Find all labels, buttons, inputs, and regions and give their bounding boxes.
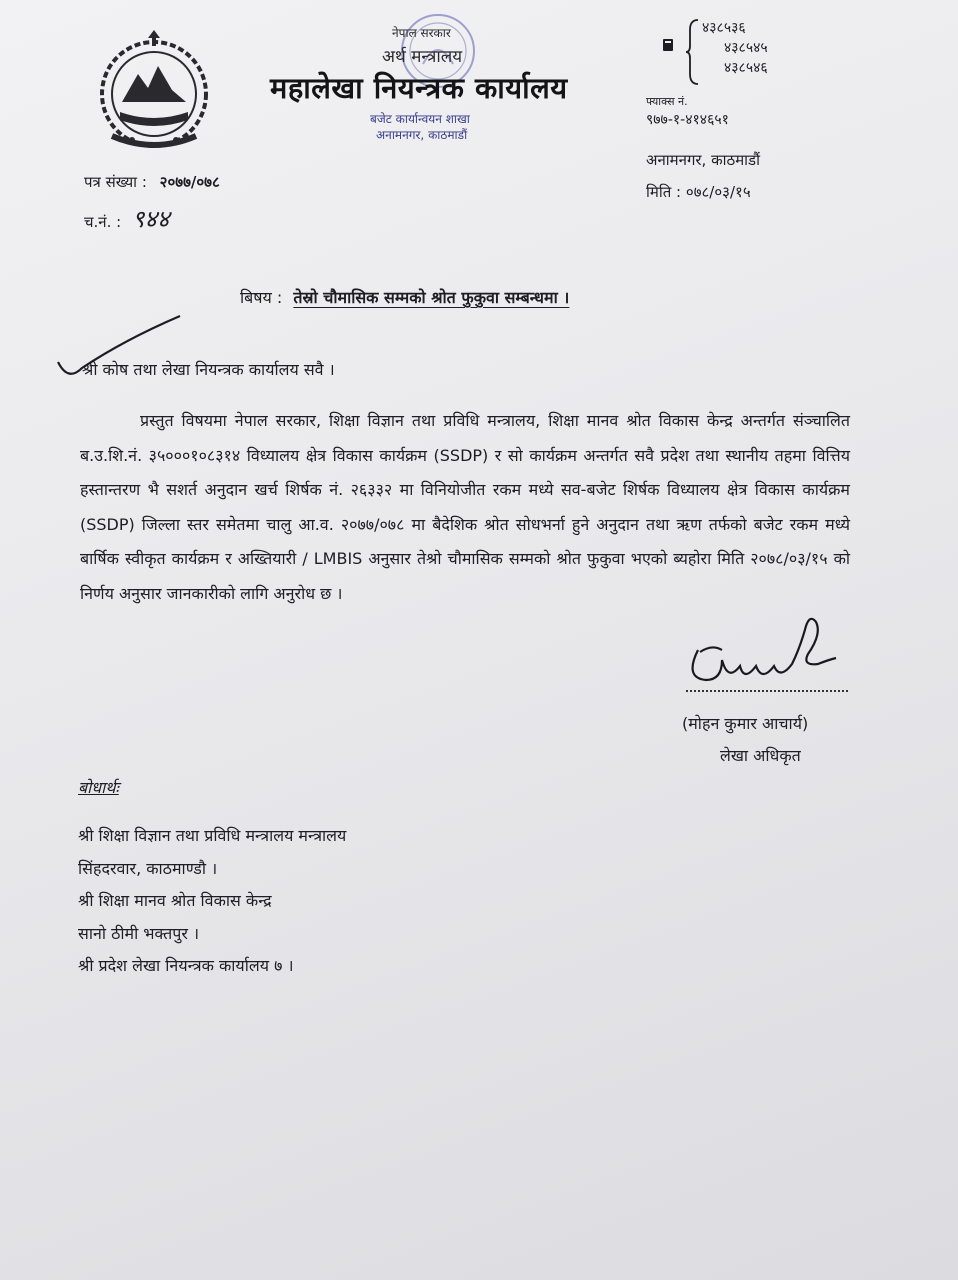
stamp-line-government: नेपाल सरकार bbox=[392, 26, 451, 40]
letter-body: प्रस्तुत विषयमा नेपाल सरकार, शिक्षा विज्ञान तथा प्रविधि मन्त्रालय, शिक्षा मानव श्रोत विकास केन्द्र अन्तर्गत संञ्चालित ब.उ.शि.नं. ३५०००१०८३१४ विध्यालय क्षेत्र विकास कार्यक्रम (SSDP) र सो कार्यक्रम अन्तर्गत सवै प्रदेश तथा स्थानीय तहमा वित्तिय हस्तान्तरण भै सशर्त अनुदान खर्च शिर्षक नं. २६३३२ मा विनियोजीत रकम मध्ये सव-बजेट शिर्षक विध्यालय क्षेत्र विकास कार्यक्रम (SSDP) जिल्ला स्तर समेतमा चालु आ.व. २०७७/०७८ मा बैदेशिक श्रोत सोधभर्ना हुने अनुदान तथा ऋण तर्फको बजेट रकम मध्ये बार्षिक स्वीकृत कार्यक्रम र अख्तियारी / LMBIS अनुसार तेश्रो चौमासिक सम्मको श्रोत फुकुवा भएको ब्यहोरा मिति २०७८/०३/१५ को निर्णय अनुसार जानकारीको लागि अनुरोध छ । bbox=[80, 411, 850, 603]
phone-number-3: ४३८५४६ bbox=[724, 60, 768, 76]
recipient-line: श्री कोष तथा लेखा नियन्त्रक कार्यालय सवै । bbox=[82, 360, 335, 379]
subject-title: तेस्रो चौमासिक सम्मको श्रोत फुकुवा सम्बन्धमा । bbox=[293, 288, 570, 307]
signature-icon bbox=[682, 608, 842, 692]
dispatch-number bbox=[84, 202, 169, 235]
phone-number-2: ४३८५४५ bbox=[724, 40, 768, 56]
cc-line: श्री शिक्षा मानव श्रोत विकास केन्द्र bbox=[78, 891, 272, 910]
cc-line: श्री प्रदेश लेखा नियन्त्रक कार्यालय ७ । bbox=[78, 956, 294, 975]
date-value: ०७८/०३/१५ bbox=[685, 183, 751, 201]
stamp-line-address: अनामनगर, काठमाडौं bbox=[376, 128, 468, 142]
fax-label: फ्याक्स नं. bbox=[646, 95, 688, 108]
stamp-line-section: बजेट कार्यान्वयन शाखा bbox=[370, 112, 470, 126]
subject-line bbox=[240, 286, 569, 308]
letter-number-label: पत्र संख्या : bbox=[84, 173, 147, 191]
dispatch-number-value: ९४४ bbox=[132, 205, 170, 233]
stamp-line-ministry: अर्थ मन्त्रालय bbox=[382, 47, 463, 67]
dispatch-number-label: च.नं. : bbox=[84, 213, 122, 231]
cc-line: सानो ठीमी भक्तपुर । bbox=[78, 923, 200, 943]
signatory-name: (मोहन कुमार आचार्य) bbox=[682, 714, 809, 733]
signature-line bbox=[686, 690, 848, 692]
subject-label: बिषय : bbox=[240, 288, 283, 307]
cc-list bbox=[78, 820, 346, 983]
fax-number: ९७७-१-४१४६५१ bbox=[646, 112, 729, 128]
date-label: मिति : bbox=[646, 183, 682, 201]
letter-number-value: २०७७/०७८ bbox=[159, 173, 220, 191]
cc-title: बोधार्थः bbox=[78, 778, 119, 797]
letter-number bbox=[84, 172, 220, 192]
phone-icon bbox=[662, 38, 674, 52]
cc-line: श्री शिक्षा विज्ञान तथा प्रविधि मन्त्रालय मन्त्रालय bbox=[78, 826, 347, 845]
office-name: महालेखा नियन्त्रक कार्यालय bbox=[270, 71, 568, 105]
letter-date bbox=[646, 182, 751, 202]
signatory-designation: लेखा अधिकृत bbox=[720, 746, 801, 765]
cc-line: सिंहदरवार, काठमाण्डौ । bbox=[78, 858, 218, 878]
phone-number-1: ४३८५३६ bbox=[702, 20, 746, 36]
office-address: अनामनगर, काठमाडौं bbox=[646, 151, 760, 169]
nepal-emblem-icon bbox=[92, 28, 217, 153]
